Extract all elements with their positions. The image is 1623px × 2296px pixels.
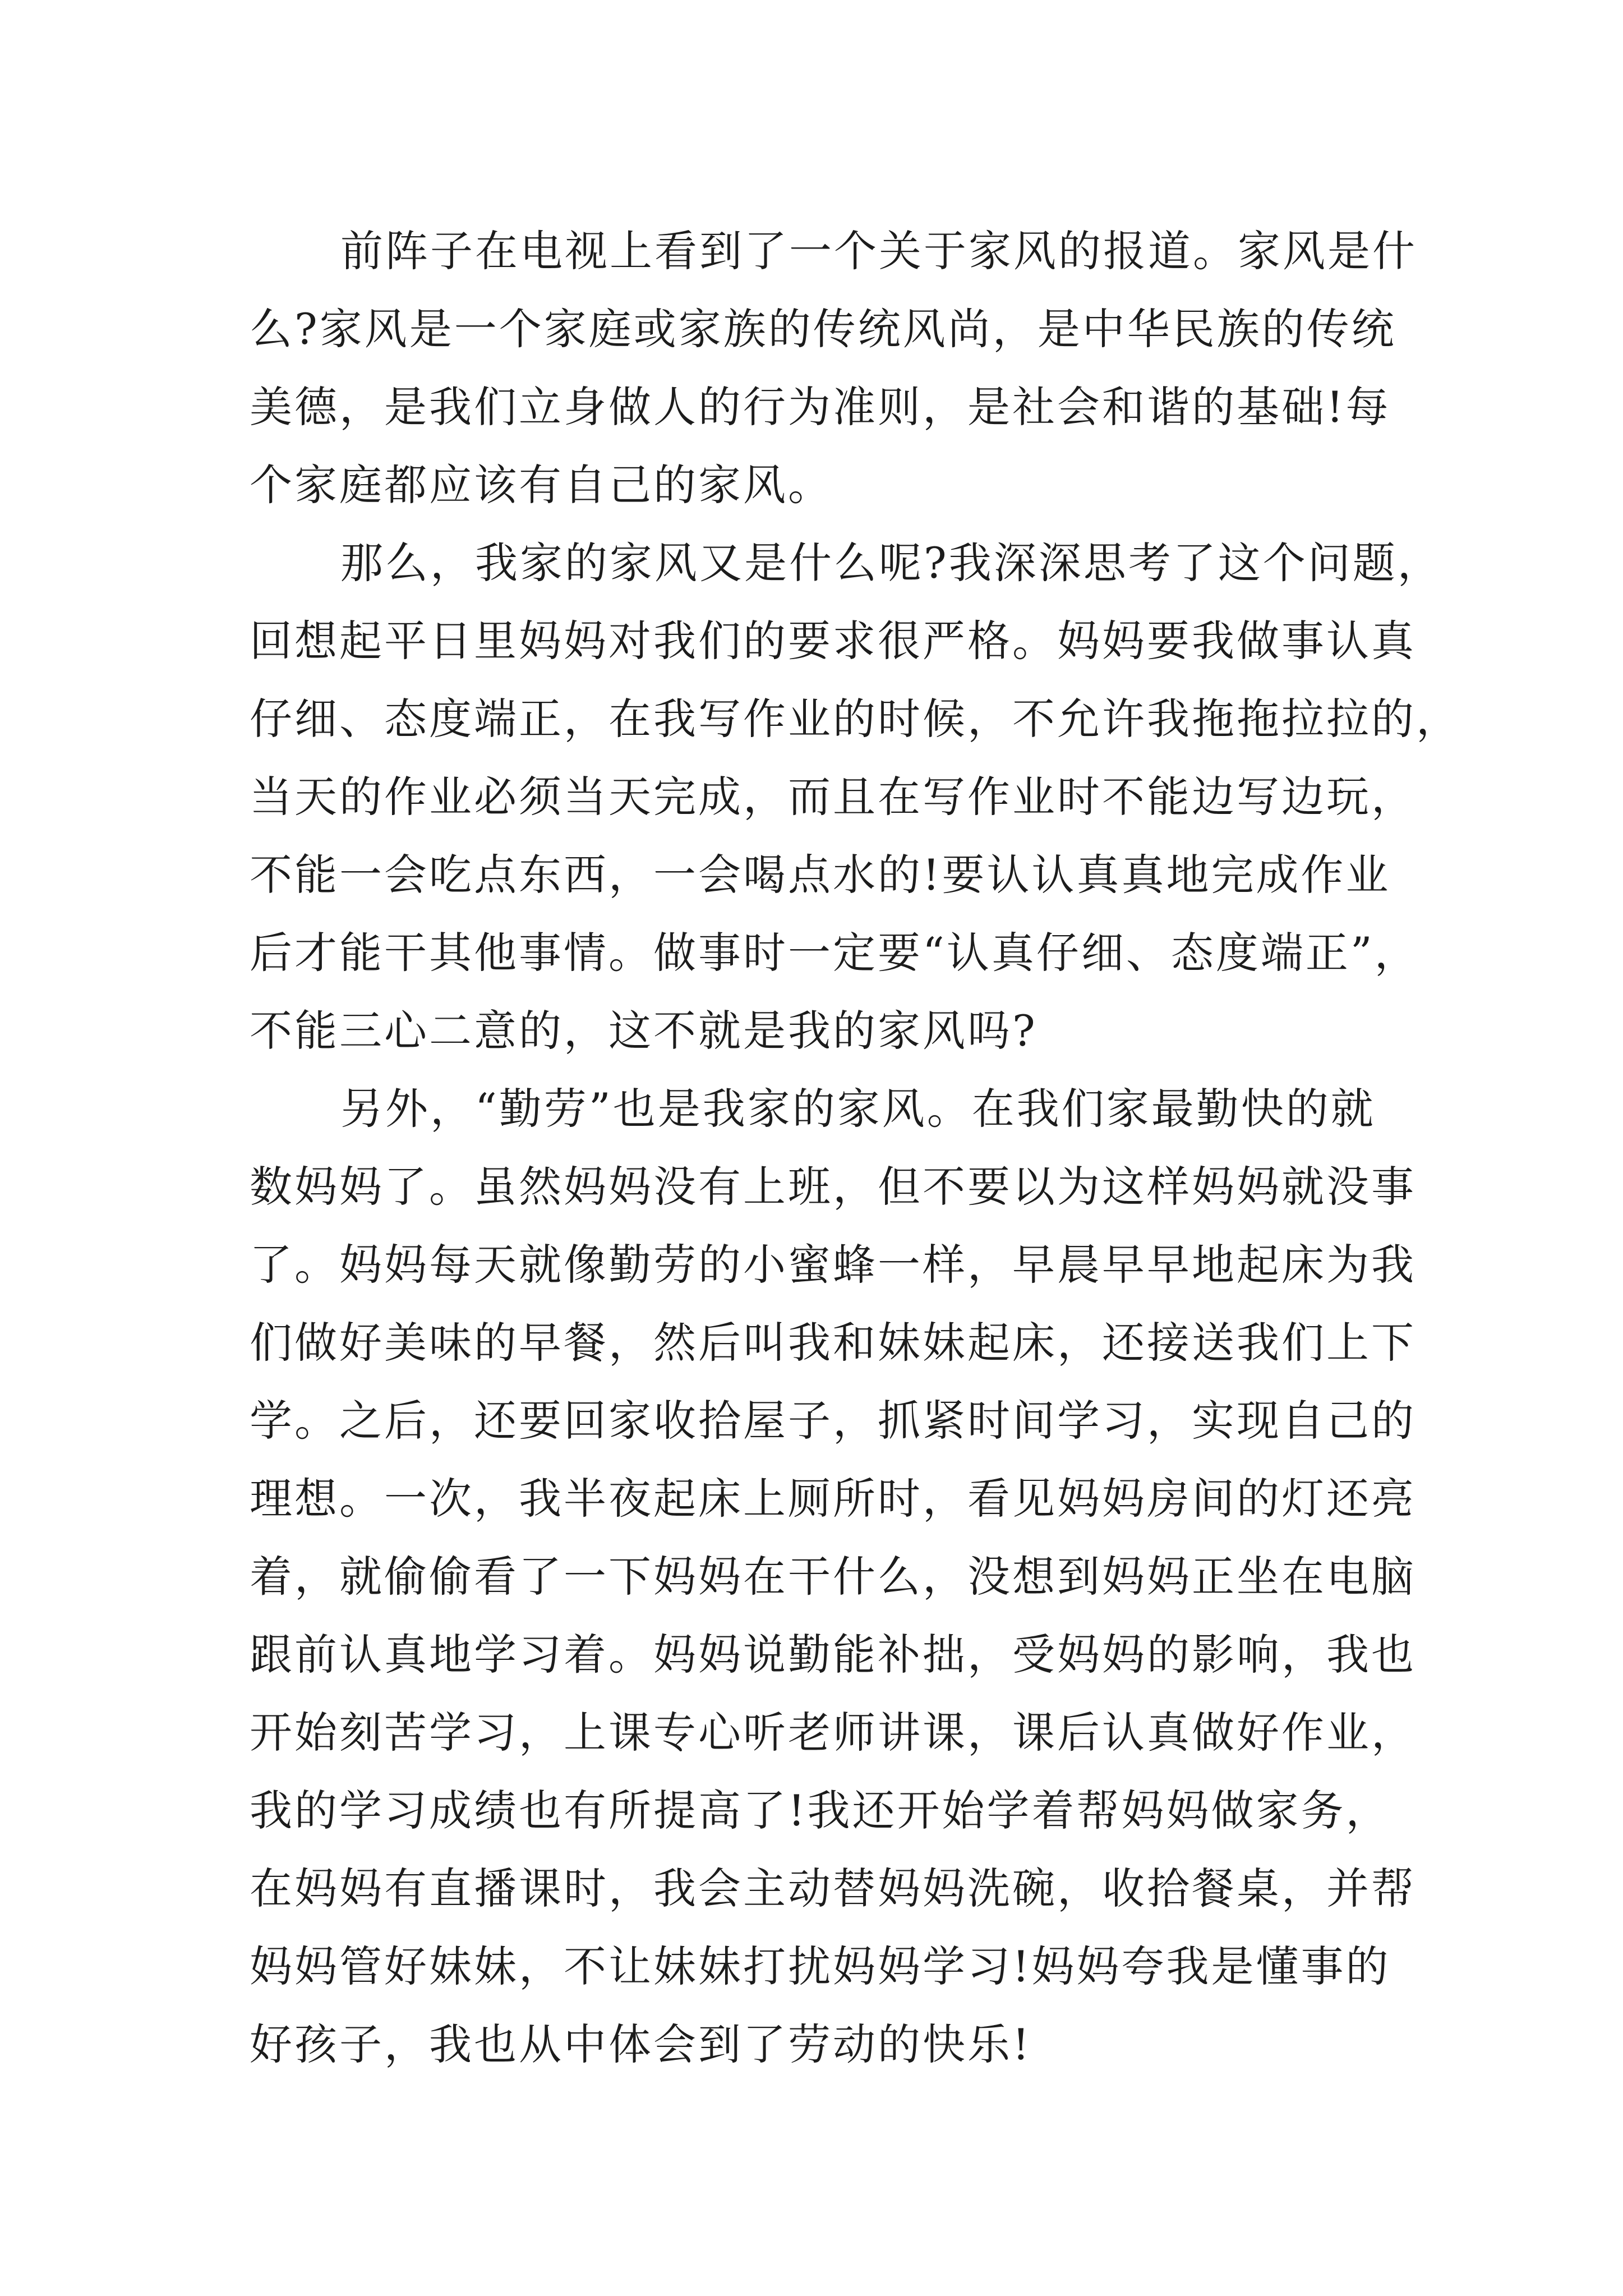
paragraph-3-line-7: 着，就偷偷看了一下妈妈在干什么，没想到妈妈正坐在电脑 [250, 1552, 1416, 1602]
paragraph-2-line-6: 后才能干其他事情。做事时一定要“认真仔细、态度端正”， [250, 928, 1419, 978]
paragraph-3-line-11: 在妈妈有直播课时，我会主动替妈妈洗碗，收拾餐桌，并帮 [250, 1864, 1416, 1913]
paragraph-3-line-3: 了。妈妈每天就像勤劳的小蜜蜂一样，早晨早早地起床为我 [250, 1240, 1416, 1290]
paragraph-3-line-2: 数妈妈了。虽然妈妈没有上班，但不要以为这样妈妈就没事 [250, 1162, 1416, 1212]
paragraph-1-line-4: 个家庭都应该有自己的家风。 [250, 460, 833, 510]
paragraph-2-line-5: 不能一会吃点东西，一会喝点水的!要认认真真地完成作业 [250, 850, 1391, 900]
paragraph-1-line-2: 么?家风是一个家庭或家族的传统风尚，是中华民族的传统 [250, 304, 1396, 354]
paragraph-2-line-2: 回想起平日里妈妈对我们的要求很严格。妈妈要我做事认真 [250, 616, 1416, 666]
paragraph-2-line-4: 当天的作业必须当天完成，而且在写作业时不能边写边玩， [250, 772, 1416, 822]
paragraph-3-line-10: 我的学习成绩也有所提高了!我还开始学着帮妈妈做家务， [250, 1786, 1391, 1835]
paragraph-2-line-1: 那么，我家的家风又是什么呢?我深深思考了这个问题， [340, 538, 1442, 588]
paragraph-2-line-7: 不能三心二意的，这不就是我的家风吗? [250, 1006, 1038, 1056]
paragraph-3-line-6: 理想。一次，我半夜起床上厕所时，看见妈妈房间的灯还亮 [250, 1474, 1416, 1524]
paragraph-2-line-3: 仔细、态度端正，在我写作业的时候，不允许我拖拖拉拉的， [250, 694, 1461, 744]
paragraph-3-line-5: 学。之后，还要回家收拾屋子，抓紧时间学习，实现自己的 [250, 1396, 1416, 1446]
paragraph-3-line-1: 另外，“勤劳”也是我家的家风。在我们家最勤快的就 [340, 1084, 1376, 1134]
paragraph-3-line-12: 妈妈管好妹妹，不让妹妹打扰妈妈学习!妈妈夸我是懂事的 [250, 1941, 1391, 1991]
paragraph-1-line-3: 美德，是我们立身做人的行为准则，是社会和谐的基础!每 [250, 382, 1391, 432]
paragraph-3-line-8: 跟前认真地学习着。妈妈说勤能补拙，受妈妈的影响，我也 [250, 1630, 1416, 1680]
body-text [250, 212, 1461, 2083]
paragraph-3-line-13: 好孩子，我也从中体会到了劳动的快乐! [250, 2019, 1032, 2069]
paragraph-3-line-4: 们做好美味的早餐，然后叫我和妹妹起床，还接送我们上下 [250, 1318, 1416, 1368]
paragraph-1-line-1: 前阵子在电视上看到了一个关于家风的报道。家风是什 [340, 226, 1417, 276]
paragraph-3-line-9: 开始刻苦学习，上课专心听老师讲课，课后认真做好作业， [250, 1708, 1416, 1757]
